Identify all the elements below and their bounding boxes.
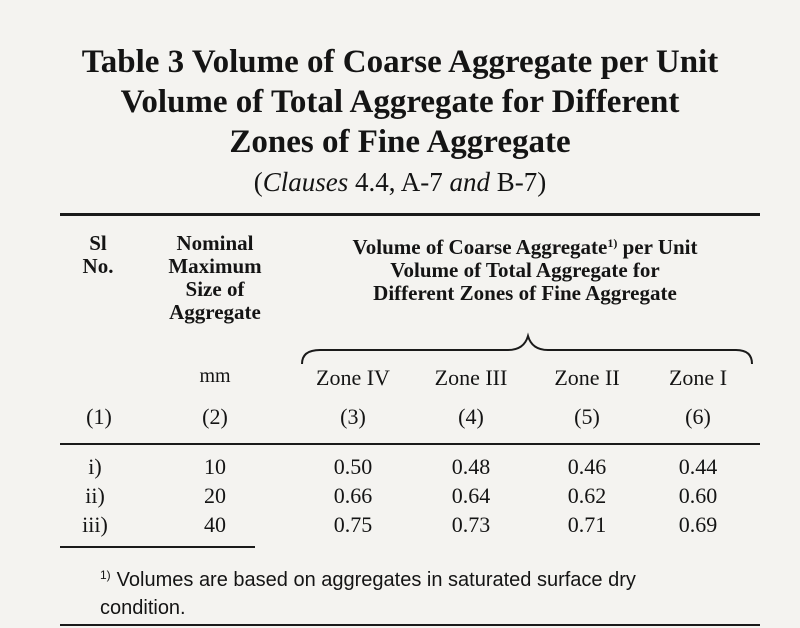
footnote <box>100 561 760 622</box>
row-2-zone-iii: 0.64 <box>451 483 491 508</box>
row-1-zone-i: 0.44 <box>678 454 718 479</box>
header-vol-line-2: Volume of Total Aggregate for <box>390 258 660 282</box>
header-volume <box>290 232 760 305</box>
column-number-4: (4) <box>458 404 484 429</box>
clauses-and: and <box>449 167 490 197</box>
header-size-line-2: Maximum <box>168 254 262 278</box>
footnote-text-1: Volumes are based on aggregates in saturated surface dry <box>116 569 636 591</box>
header-vol-tail: per Unit <box>617 235 698 259</box>
row-3-zone-iii: 0.73 <box>451 512 491 537</box>
row-3-zone-iv: 0.75 <box>333 512 373 537</box>
header-size-line-3: Size of <box>185 277 245 301</box>
header-sl-line-1: Sl <box>89 231 107 255</box>
row-3-zone-i: 0.69 <box>678 512 718 537</box>
header-nominal-size <box>140 232 290 324</box>
clauses-refs-1: 4.4, A-7 <box>348 167 450 197</box>
zone-i-header: Zone I <box>668 365 728 390</box>
column-number-1: (1) <box>86 404 112 429</box>
column-number-3: (3) <box>340 404 366 429</box>
header-vol-text: Volume of Coarse Aggregate <box>352 235 608 259</box>
row-1-zone-ii: 0.46 <box>567 454 607 479</box>
row-1-zone-iii: 0.48 <box>451 454 491 479</box>
title-line-3: Zones of Fine Aggregate <box>229 124 571 160</box>
row-2-sl: ii) <box>85 483 105 508</box>
column-number-2: (2) <box>202 404 228 429</box>
zone-iii-header: Zone III <box>434 365 508 390</box>
row-1-size: 10 <box>204 454 226 479</box>
bottom-rule <box>60 624 760 626</box>
title-line-2: Volume of Total Aggregate for Different <box>120 84 680 120</box>
header-vol-line-3: Different Zones of Fine Aggregate <box>373 281 677 305</box>
row-1-zone-iv: 0.50 <box>333 454 373 479</box>
row-1-sl: i) <box>88 454 102 479</box>
row-3-size: 40 <box>204 512 226 537</box>
table-title <box>40 42 760 162</box>
header-sl-line-2: No. <box>82 254 114 278</box>
header-brace <box>300 330 755 368</box>
title-line-1: Table 3 Volume of Coarse Aggregate per Unit <box>81 44 719 80</box>
footnote-line-1 <box>100 561 760 594</box>
header-vol-footmark: 1) <box>607 236 618 250</box>
footnote-rule <box>60 546 255 548</box>
row-3-zone-ii: 0.71 <box>567 512 607 537</box>
column-number-6: (6) <box>685 404 711 429</box>
row-2-zone-iv: 0.66 <box>333 483 373 508</box>
clauses-open: ( <box>253 167 263 197</box>
header-size-line-1: Nominal <box>176 231 254 255</box>
zone-ii-header: Zone II <box>554 365 620 390</box>
header-sl-no <box>68 232 128 278</box>
size-unit-mm: mm <box>199 365 231 387</box>
row-2-size: 20 <box>204 483 226 508</box>
zone-iv-header: Zone IV <box>316 365 390 390</box>
header-size-line-4: Aggregate <box>169 300 261 324</box>
column-number-5: (5) <box>574 404 600 429</box>
row-3-sl: iii) <box>82 512 108 537</box>
footnote-mark: 1) <box>100 568 111 582</box>
top-rule <box>60 213 760 216</box>
clauses-reference <box>40 165 760 199</box>
header-vol-line-1 <box>290 232 760 259</box>
clauses-word: Clauses <box>262 167 349 197</box>
row-2-zone-ii: 0.62 <box>567 483 607 508</box>
footnote-line-2: condition. <box>100 597 186 619</box>
header-rule <box>60 443 760 445</box>
row-2-zone-i: 0.60 <box>678 483 718 508</box>
clauses-refs-2: B-7) <box>490 167 547 197</box>
